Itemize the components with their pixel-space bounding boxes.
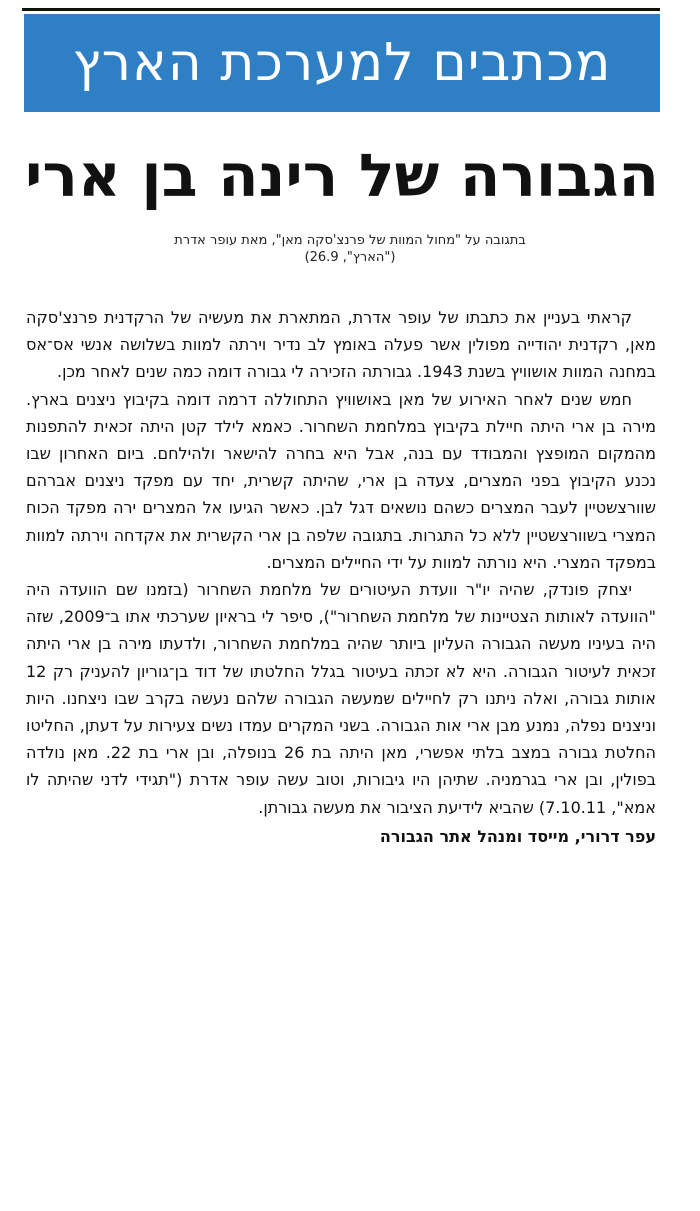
article-headline: הגבורה של רינה בן ארי bbox=[24, 141, 660, 210]
article-subheadline: בתגובה על "מחול המוות של פרנצ'סקה מאן", מאת עופר אדרת ("הארץ", 26.9) bbox=[174, 233, 526, 265]
body-paragraph: חמש שנים לאחר האירוע של מאן באושוויץ התחוללה דרמה דומה בקיבוץ ניצנים בארץ. מירה בן ארי היתה חיילת בקיבוץ במלחמת השחרור. כאמא לילד קטן היתה זכאית להתפנות מהמקום המופצץ והמבודד עם בנה, אבל היא בחרה להישאר ולהילחם. ביום האחרון שבו נכנע הקיבוץ בפני המצרים, צעדה בן ארי, שהיתה קשרית, יחד עם מפקד ניצנים אברהם שוורצשטיין לעבר המצרים כשהם נושאים דגל לבן. כאשר הגיעו אל המצרים ירה מפקד הכוח המצרי בשוורצשטיין ללא כל התגרות. בתגובה שלפה בן ארי הקשרית את אקדחה וירתה למוות במפקד המצרי. היא נורתה למוות על ידי החיילים המצרים. bbox=[26, 389, 656, 572]
body-paragraph: קראתי בעניין את כתבתו של עופר אדרת, המתארת את מעשיה של הרקדנית פרנצ'סקה מאן, רקדנית יהודייה מפולין אשר פעלה באומץ לב נדיר וירתה למוות בשלושה אנשי אס־אס במחנה המוות אושוויץ בשנת 1943. גבורתה הזכירה לי גבורה דומה כמה שנים לאחר מכן. bbox=[26, 308, 656, 382]
article-body bbox=[26, 304, 656, 821]
body-paragraph: יצחק פונדק, שהיה יו"ר וועדת העיטורים של מלחמת השחרור (בזמנו שם הוועדה היה "הוועדה לאותות הצטיינות של מלחמת השחרור"), סיפר לי בראיון שערכתי אתו ב־2009, שזה היה בעיניו מעשה הגבורה העליון ביותר שהיה במלחמת השחרור, ולדעתו מירה בן ארי היתה זכאית לעיטור הגבורה. היא לא זכתה בעיטור בגלל החלטתו של דוד בן־גוריון להעניק רק 12 אותות גבורה, ואלה ניתנו רק לחיילים שמעשה הגבורה שלהם נעשה בקרב שבו ניצחנו. היות וניצנים נפלה, נמנע מבן ארי אות הגבורה. בשני המקרים עמדו נשים צעירות על דעתן, החליטו החלטת גבורה במצב בלתי אפשרי, מאן היתה בת 26 בנופלה, ובן ארי בת 22. מאן נולדה בפולין, ובן ארי בגרמניה. שתיהן היו גיבורות, וטוב עשה עופר אדרת ("תגידי לדני שהיתה לו אמא", 7.10.11) שהביא לידיעת הציבור את מעשה גבורתן. bbox=[26, 580, 657, 817]
top-rule bbox=[22, 8, 660, 11]
section-banner bbox=[24, 14, 660, 112]
section-banner-title: מכתבים למערכת הארץ bbox=[72, 33, 612, 93]
author-signature: עפר דרורי, מייסד ומנהל אתר הגבורה bbox=[379, 827, 656, 846]
